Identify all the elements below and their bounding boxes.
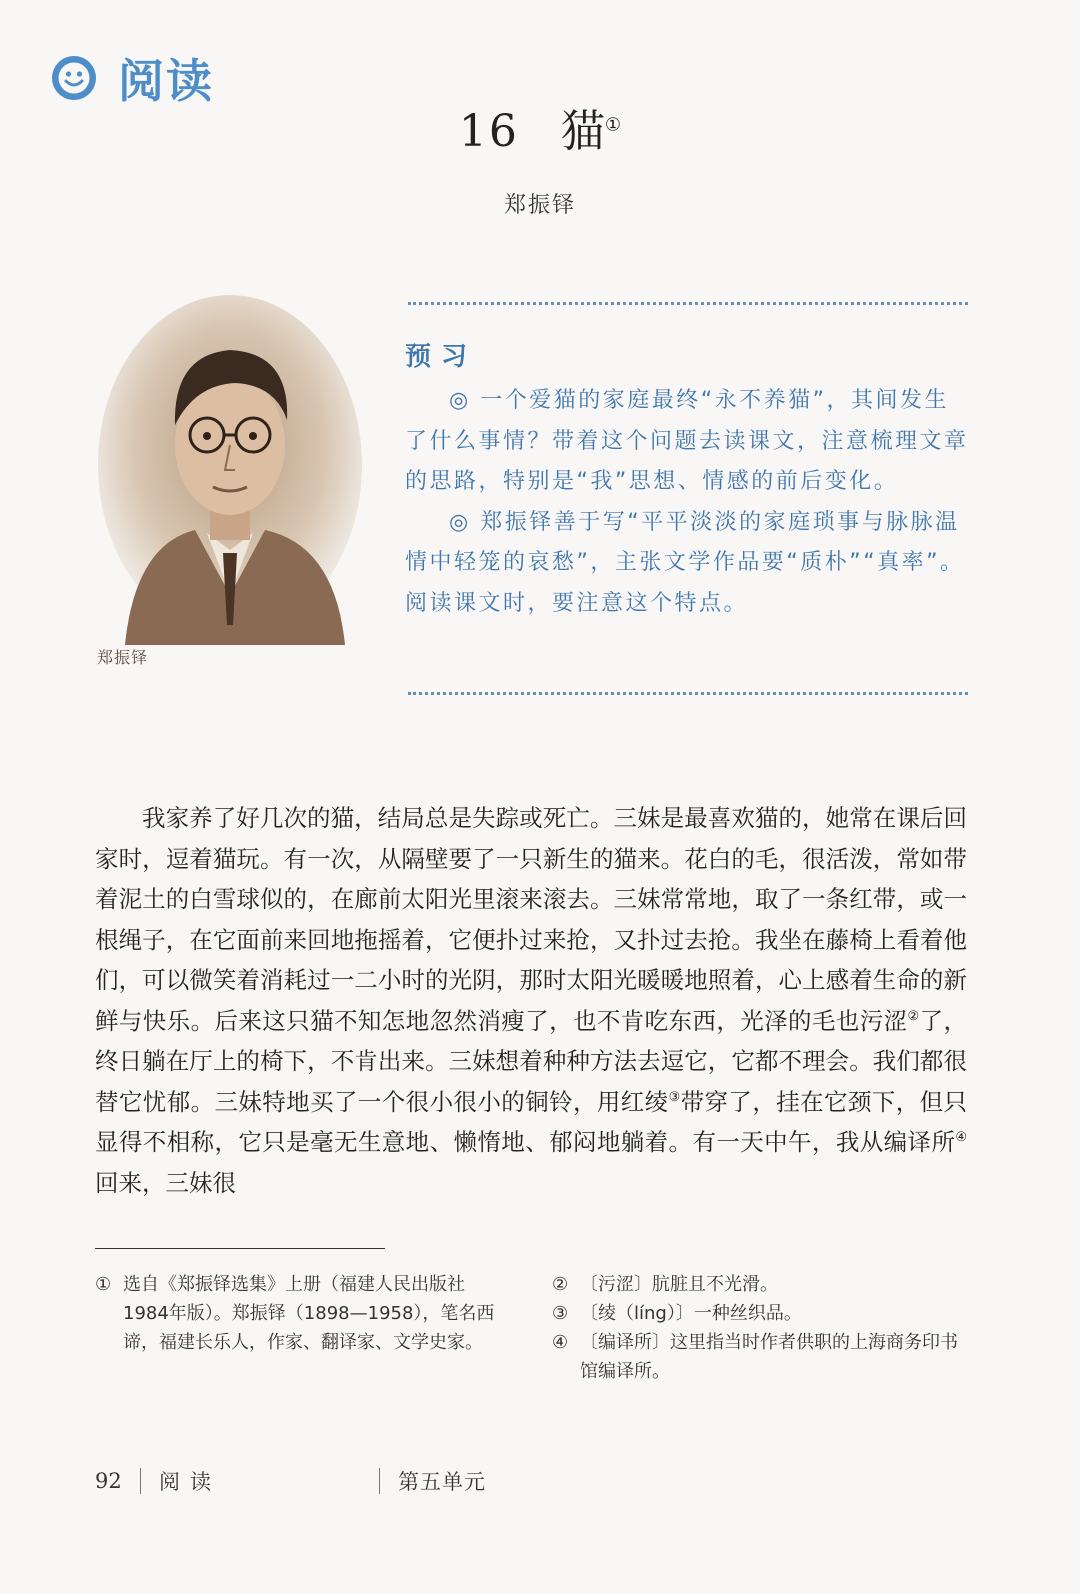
lesson-title-text: 猫 bbox=[560, 106, 605, 157]
preview-title: 预习 bbox=[405, 342, 478, 372]
author-portrait bbox=[95, 295, 365, 645]
footnote-mark: ① bbox=[95, 1274, 112, 1295]
body-text-segment: 我家养了好几次的猫，结局总是失踪或死亡。三妹是最喜欢猫的，她常在课后回家时，逗着猫玩。有一次，从隔壁要了一只新生的猫来。花白的毛，很活泼，常如带着泥土的白雪球似的，在廊前太阳光里滚来滚去。三妹常常地，取了一条红带，或一根绳子，在它面前来回地拖摇着，它便扑过来抢，又扑过去抢。我坐在藤椅上看着他们，可以微笑着消耗过一二小时的光阴，那时太阳光暖暖地照着，心上感着生命的新鲜与快乐。后来这只猫不知怎地忽然消瘦了，也不肯吃东西，光泽的毛也污涩 bbox=[95, 804, 967, 1035]
lesson-number: 16 bbox=[458, 106, 519, 157]
footer-section-label: 阅读 bbox=[159, 1470, 221, 1494]
footnote-text: 选自《郑振铎选集》上册（福建人民出版社1984年版）。郑振铎（1898—1958），笔名西谛，福建长乐人，作家、翻译家、文学史家。 bbox=[123, 1274, 495, 1353]
footnote-item bbox=[552, 1328, 972, 1386]
preview-paragraph-2: ◎ 郑振铎善于写“平平淡淡的家庭琐事与脉脉温情中轻笼的哀愁”，主张文学作品要“质朴”“真率”。阅读课文时，要注意这个特点。 bbox=[405, 509, 965, 616]
body-paragraph bbox=[95, 798, 967, 1203]
footnote-text: 〔污涩〕肮脏且不光滑。 bbox=[580, 1274, 778, 1295]
page-footer bbox=[95, 1466, 486, 1496]
body-text-segment: 了，终日躺在厅上的椅下，不肯出来。三妹想着种种方法去逗它，它都不理会。我们都很替它忧郁。三妹特地买了一个很小很小的铜铃，用红绫 bbox=[95, 1006, 968, 1116]
preview-box bbox=[405, 336, 970, 624]
footnote-ref-4: ④ bbox=[955, 1130, 967, 1146]
footnote-ref-2: ② bbox=[907, 1008, 920, 1024]
portrait-caption: 郑振铎 bbox=[97, 648, 149, 667]
author-name: 郑振铎 bbox=[503, 193, 576, 218]
footnotes-left bbox=[95, 1270, 510, 1357]
dotted-divider-top bbox=[408, 302, 968, 305]
body-text-segment: 回来，三妹很 bbox=[95, 1168, 236, 1197]
footnote-ref-1: ① bbox=[604, 114, 622, 136]
footnote-item bbox=[552, 1270, 972, 1299]
footer-divider bbox=[379, 1468, 380, 1494]
footnote-text: 〔编译所〕这里指当时作者供职的上海商务印书馆编译所。 bbox=[580, 1332, 958, 1382]
preview-paragraph-1: ◎ 一个爱猫的家庭最终“永不养猫”，其间发生了什么事情？带着这个问题去读课文，注意梳理文章的思路，特别是“我”思想、情感的前后变化。 bbox=[405, 388, 969, 494]
footer-unit-label: 第五单元 bbox=[398, 1470, 486, 1494]
body-text-segment: 带穿了，挂在它颈下，但只显得不相称，它只是毫无生意地、懒惰地、郁闷地躺着。有一天中午，我从编译所 bbox=[95, 1087, 968, 1156]
footnote-mark: ④ bbox=[552, 1332, 569, 1353]
lesson-title bbox=[0, 95, 1080, 159]
footnote-mark: ③ bbox=[552, 1303, 569, 1324]
footnote-mark: ② bbox=[552, 1274, 569, 1295]
footer-divider bbox=[140, 1468, 141, 1494]
footnote-text: 〔绫（líng）〕一种丝织品。 bbox=[580, 1303, 802, 1324]
footnotes-right bbox=[552, 1270, 972, 1386]
dotted-divider-bottom bbox=[408, 692, 968, 695]
footnote-item bbox=[95, 1270, 510, 1357]
footnote-rule bbox=[95, 1248, 385, 1249]
footnote-item bbox=[552, 1299, 972, 1328]
page-number: 92 bbox=[95, 1469, 122, 1493]
section-title: 阅读 bbox=[118, 54, 214, 108]
footnote-ref-3: ③ bbox=[668, 1089, 681, 1105]
